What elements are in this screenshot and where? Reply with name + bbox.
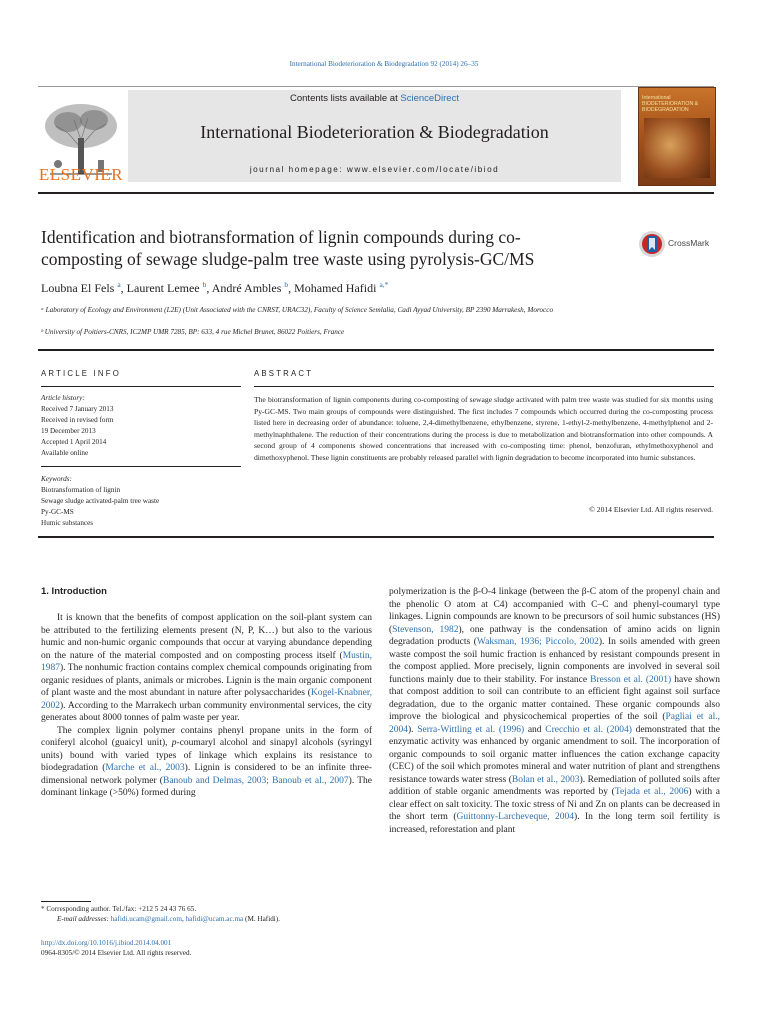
body-paragraph: polymerization is the β-O-4 linkage (between the β-C atom of the propenyl chain and the phenolic O atom at C4) accompanied with C–C and phenyl-coumaryl type linkages. Lignin compounds are known to be precursors of soil humic substances (HS) (Stevenson, 1982), one pathway is the condensation of amino acids on lignin degradation products (Waksman, 1936; Piccolo, 2002). In soils amended with green waste compost the soil humic fraction is enhanced by resistant compounds present in the compost applied. More precisely, lignin components are involved in several soil functions mainly due to their stability. For instance Bresson et al. (2001) have shown that compost addition to soil can contribute to an efficient fight against soil surface degradation, due to the organic matter contained. These organic compounds also improve the biological and physicochemical properties of the soil (Pagliai et al., 2004). Serra-Wittling et al. (1996) and Crecchio et al. (2004) demonstrated that the enzymatic activity was enhanced by organic amendment to soil. The incorporation of organic compounds to soil organic matter influences the cation exchange capacity (CEC) of the soil which promotes mineral and water nutrition of plant and strengthens resistance towards water stress (Bolan et al., 2003). Remediation of polluted soils after addition of stable organic amendments was reported by (Tejada et al., 2006) with a clear effect on salt toxicity. The toxic stress of Ni and Zn on plants can be decreased in the short term (Guittonny-Larcheveque, 2004). In the long term soil fertility is increased, reforestation and plant [389, 587, 721, 835]
history-item: 19 December 2013 [41, 427, 96, 435]
title-line-1: Identification and biotransformation of lignin compounds during co- [41, 227, 521, 247]
author-4[interactable] [294, 281, 388, 295]
abstract-copyright: © 2014 Elsevier Ltd. All rights reserved. [589, 505, 713, 514]
author-separator: , [288, 281, 295, 295]
keywords-rule [41, 466, 241, 467]
citation-link[interactable]: Stevenson, 1982 [392, 624, 459, 635]
body-paragraph: The complex lignin polymer contains phenyl propane units in the form of coniferyl alcohol (guaicyl unit), p-coumaryl alcohol and sinapyl alcohols (syringyl units) bound with varied types of linkage which explains its resistance to biodegradation (Marche et al., 2003). Lignin is considered to be an infinite three-dimensional network polymer (Banoub and Delmas, 2003; Banoub et al., 2007). The dominant linkage (>50%) formed during [41, 725, 373, 798]
author-name: Laurent Lemee [126, 281, 200, 295]
contents-prefix: Contents lists available at [290, 93, 401, 104]
history-item: Accepted 1 April 2014 [41, 438, 107, 446]
section-heading-introduction: 1. Introduction [41, 586, 107, 597]
cover-title: International BIODETERIORATION & BIODEGRADATION [642, 95, 699, 113]
header-divider [38, 192, 714, 194]
issn-copyright: 0964-8305/© 2014 Elsevier Ltd. All rights reserved. [41, 949, 192, 957]
cover-artwork [644, 118, 710, 178]
affiliation-marker[interactable]: a,* [379, 280, 389, 289]
article-history [41, 393, 241, 459]
corresponding-footnote [41, 904, 372, 924]
title-line-2: composting of sewage sludge-palm tree waste using pyrolysis-GC/MS [41, 249, 535, 269]
email-prefix: E-mail addresses: [57, 915, 111, 923]
history-item: Available online [41, 449, 89, 457]
abstract-divider [38, 536, 714, 538]
article-info-heading: ARTICLE INFO [41, 369, 121, 378]
email-suffix: (M. Hafidi). [243, 915, 280, 923]
citation-link[interactable]: Banoub and Delmas, 2003; Banoub et al., 2007 [162, 775, 349, 786]
crossmark-label: CrossMark [668, 238, 710, 248]
affiliation-marker[interactable]: a [117, 280, 121, 289]
citation-link[interactable]: Kogel-Knabner, 2002 [41, 688, 372, 711]
journal-cover-image[interactable] [638, 87, 716, 186]
doi-link[interactable]: http://dx.doi.org/10.1016/j.ibiod.2014.04.001 [41, 939, 172, 947]
author-name: Loubna El Fels [41, 281, 115, 295]
footnote-rule [41, 901, 91, 902]
crossmark-badge[interactable] [638, 230, 718, 258]
author-3[interactable] [212, 281, 288, 295]
author-name: André Ambles [211, 281, 282, 295]
body-column-right [389, 586, 720, 836]
citation-link[interactable]: Bolan et al., 2003 [511, 774, 580, 785]
author-separator: , [206, 281, 212, 295]
affiliation-marker[interactable]: b [202, 280, 207, 289]
affiliation-divider [38, 349, 714, 351]
keyword: Py-GC-MS [41, 508, 74, 516]
citation-link[interactable]: Marche et al., 2003 [105, 763, 185, 773]
body-paragraph: It is known that the benefits of compost application on the soil-plant system can be attributed to the fertilizing elements present (N, P, K…) but also to the various humic and non-humic organic compounds that occur at varying abundance depending on the nature of the material composted and on composting process itself (Mustin, 1987). The nonhumic fraction contains complex chemical compounds originating from organic residues of plants, animals or microbes. Lignin is the main organic component of plant waste and the most abundant in nature after polysaccharides (Kogel-Knabner, 2002). According to the Marrakech urban community environmental services, the city generates about 8000 tonnes of palm waste per year. [41, 613, 372, 723]
journal-title: International Biodeterioration & Biodegradation [200, 122, 549, 142]
corresponding-author: * Corresponding author. Tel./fax: +212 5 24 43 76 65. [41, 905, 197, 913]
contents-line [128, 93, 621, 104]
author-1[interactable] [41, 281, 121, 295]
info-rule [41, 386, 241, 387]
citation-link[interactable]: Serra-Wittling et al. (1996) [417, 724, 525, 735]
author-separator: , [120, 281, 127, 295]
article-title [41, 226, 621, 270]
homepage-prefix: journal homepage: [249, 165, 347, 174]
citation-link[interactable]: Waksman, 1936; Piccolo, 2002 [476, 637, 599, 647]
author-list [41, 280, 641, 296]
journal-homepage [128, 165, 621, 174]
email-line [41, 914, 372, 924]
citation-link[interactable]: Pagliai et al., 2004 [389, 712, 720, 735]
keyword: Sewage sludge activated-palm tree waste [41, 497, 160, 505]
affiliation-b: ᵇ University of Poitiers-CNRS, IC2MP UMR 7285, BP: 633, 4 rue Michel Brunet, 86022 Poitiers, France [41, 328, 345, 336]
abstract-heading: ABSTRACT [254, 369, 314, 378]
author-2[interactable] [127, 281, 207, 295]
citation-link[interactable]: Bresson et al. (2001) [590, 674, 672, 685]
body-column-left [41, 612, 372, 800]
crossmark-icon [638, 230, 666, 258]
history-heading: Article history: [41, 394, 85, 402]
history-item: Received in revised form [41, 416, 114, 424]
citation-link[interactable]: Guittonny-Larcheveque, 2004 [456, 812, 575, 822]
affiliation-marker[interactable]: b [284, 280, 289, 289]
sciencedirect-link[interactable]: ScienceDirect [400, 93, 459, 104]
homepage-url-link[interactable]: www.elsevier.com/locate/ibiod [346, 165, 500, 174]
abstract-rule [254, 386, 714, 387]
author-name: Mohamed Hafidi [294, 281, 377, 295]
keyword: Humic substances [41, 519, 94, 527]
elsevier-wordmark: ELSEVIER [38, 165, 124, 184]
abstract-text: The biotransformation of lignin components during co-composting of sewage sludge activated with palm tree waste was studied for six months using Py-GC-MS. Two main groups of compounds were distinguished. The first includes 7 compounds which occurred during the co-composting process listed here in decreasing order of abundance: toluene, 2,4-dimethylbenzene, ethylbenzene, styrene, 1-ethyl-2-methylbenzene, 4-methylphenol and 2-methylnaphthalene. The reduction of their concentrations during the process is due to metabolization and biotransformation into other compounds. A second group of 4 components showed concentrations that increased with co-composting time: phenol, benzofuran, ethylmethoxyphenol and dimethoxyphenol. These lignin constituents are probably released parallel with lignin degradation to become incorporated into humic substances. [254, 395, 713, 462]
citation-link[interactable]: Tejada et al., 2006 [614, 787, 689, 797]
keyword: Biotransformation of lignin [41, 486, 121, 494]
affiliation-a: ᵃ Laboratory of Ecology and Environment (L2E) (Unit Associated with the CNRST, URAC32), Faculty of Science Semlalia, Cadi Ayyad University, BP 2390 Marrakesh, Morocco [41, 306, 554, 314]
journal-reference-link[interactable]: International Biodeterioration & Biodegradation 92 (2014) 26–35 [289, 60, 479, 68]
email-separator: , [181, 915, 186, 923]
journal-banner [128, 90, 621, 182]
citation-link[interactable]: Crecchio et al. (2004) [545, 724, 632, 735]
history-item: Received 7 January 2013 [41, 405, 114, 413]
header-rule [38, 86, 714, 87]
citation-link[interactable]: Mustin, 1987 [41, 650, 372, 673]
keywords-heading: Keywords: [41, 475, 72, 483]
email-link-1[interactable]: hafidi.ucam@gmail.com [110, 915, 182, 923]
keywords-block [41, 474, 241, 529]
email-link-2[interactable]: hafidi@ucam.ac.ma [185, 915, 244, 923]
doi-block [41, 938, 372, 958]
